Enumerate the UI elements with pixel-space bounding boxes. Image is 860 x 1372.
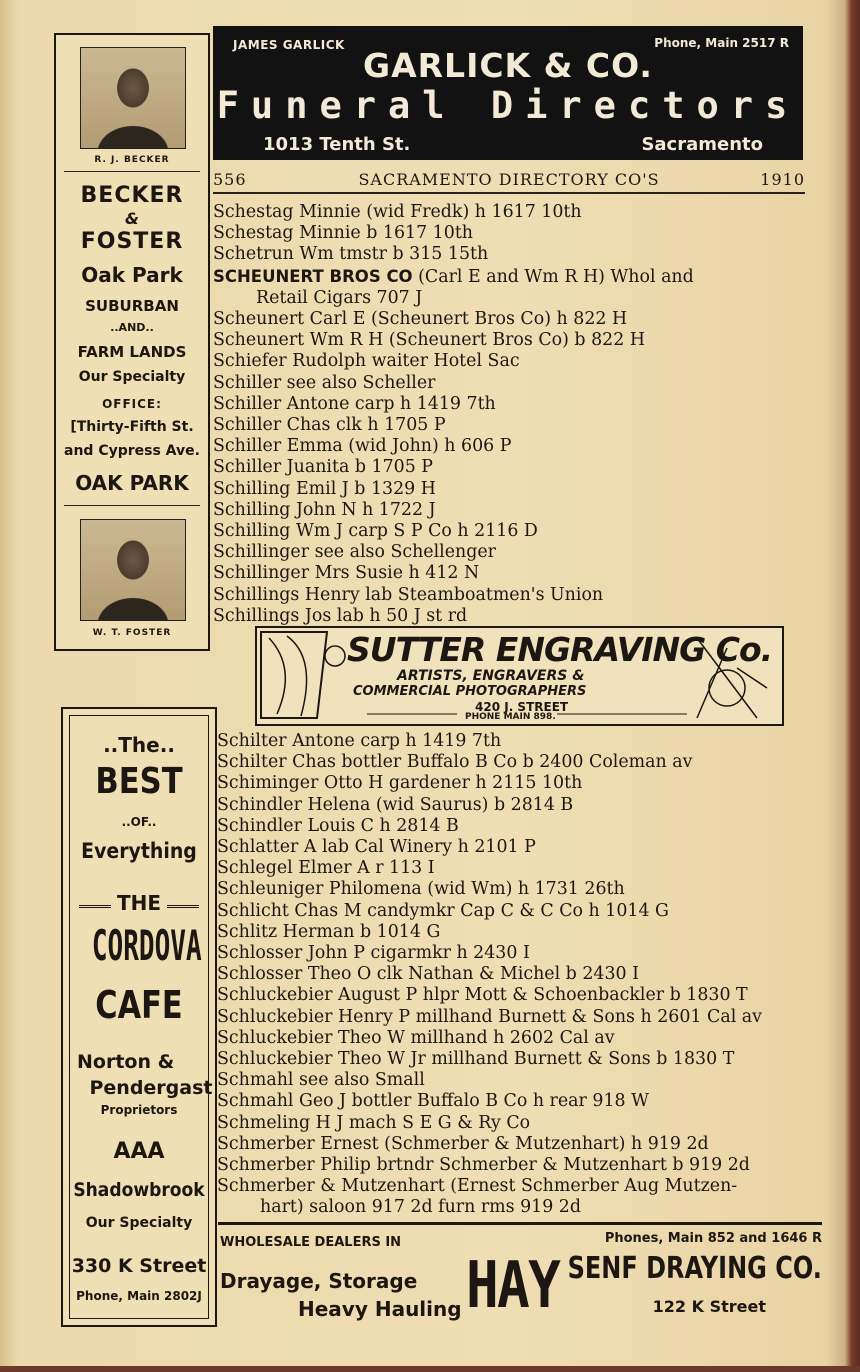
cordova-l11: AAA <box>113 1139 165 1164</box>
footer-company: SENF DRAYING CO. <box>567 1251 822 1286</box>
listing-top <box>213 202 813 627</box>
list-item: Schetrun Wm tmstr b 315 15th <box>213 244 489 265</box>
list-item: Schluckebier August P hlpr Mott & Schoenbackler b 1830 T <box>217 985 748 1006</box>
list-item: Schilter Chas bottler Buffalo B Co b 2400 Coleman av <box>217 752 693 773</box>
becker-l8: Our Specialty <box>78 369 186 385</box>
becker-l9: OFFICE: <box>102 397 162 411</box>
sutter-name: SUTTER ENGRAVING Co. <box>347 630 773 669</box>
cordova-l5: THE <box>116 891 162 915</box>
list-item: Schmerber & Mutzenhart (Ernest Schmerber Aug Mutzen- <box>217 1176 738 1197</box>
list-item: Schmahl Geo J bottler Buffalo B Co h rear 918 W <box>217 1091 649 1112</box>
list-item: Schilling Emil J b 1329 H <box>213 478 436 499</box>
list-item: Schestag Minnie b 1617 10th <box>213 223 474 244</box>
running-head-year: 1910 <box>760 170 805 189</box>
list-item: Schmeling H J mach S E G & Ry Co <box>217 1112 531 1133</box>
list-item: Schlosser Theo O clk Nathan & Michel b 2430 I <box>217 964 639 985</box>
list-item: Schindler Louis C h 2814 B <box>217 815 459 836</box>
list-item: Schlegel Elmer A r 113 I <box>217 858 435 879</box>
list-item: Schluckebier Theo W Jr millhand Burnett & Sons b 1830 T <box>217 1049 735 1070</box>
list-item: Schillings Henry lab Steamboatmen's Union <box>213 584 604 605</box>
becker-l3: FOSTER <box>80 229 184 254</box>
list-item: Schestag Minnie (wid Fredk) h 1617 10th <box>213 202 582 222</box>
cordova-l8: Norton & <box>77 1051 175 1073</box>
running-head <box>213 170 805 194</box>
senf-draying-ad <box>218 1222 822 1331</box>
sutter-engraving-ad <box>255 626 784 726</box>
cordova-l15: Phone, Main 2802J <box>76 1289 202 1303</box>
cordova-l6: CORDOVA <box>91 921 202 970</box>
becker-l1: BECKER <box>80 183 184 208</box>
divider <box>64 505 200 506</box>
list-item: Schmerber Philip brtndr Schmerber & Mutzenhart b 919 2d <box>217 1155 750 1176</box>
listing-bottom <box>217 731 817 1219</box>
banner-city: Sacramento <box>641 134 763 155</box>
list-item: Schmahl see also Small <box>217 1070 425 1091</box>
list-item: Schluckebier Henry P millhand Burnett & Sons h 2601 Cal av <box>217 1006 762 1027</box>
list-item: Schiller Antone carp h 1419 7th <box>213 393 496 414</box>
footer-hauling: Heavy Hauling <box>298 1297 462 1321</box>
list-item: Schlicht Chas M candymkr Cap C & C Co h 1014 G <box>217 900 669 921</box>
list-item-continuation: hart) saloon 917 2d furn rms 919 2d <box>260 1197 582 1218</box>
becker-l6: ..AND.. <box>110 321 154 334</box>
page-binding-edge <box>826 0 860 1372</box>
list-item: Scheunert Carl E (Scheunert Bros Co) h 822 H <box>213 309 628 330</box>
list-item: Schmerber Ernest (Schmerber & Mutzenhart) h 919 2d <box>217 1133 709 1154</box>
becker-l12: OAK PARK <box>75 471 189 495</box>
bold-entry-name: SCHEUNERT BROS CO <box>213 266 413 286</box>
list-item: Schlosser John P cigarmkr h 2430 I <box>217 943 530 964</box>
sutter-line2: COMMERCIAL PHOTOGRAPHERS <box>353 684 587 699</box>
list-item: Schiller Juanita b 1705 P <box>213 457 434 478</box>
list-item: Schluckebier Theo W millhand h 2602 Cal av <box>217 1027 615 1048</box>
list-item: Schiminger Otto H gardener h 2115 10th <box>217 773 583 794</box>
garlick-banner-ad <box>213 26 803 160</box>
bold-entry-rest: (Carl E and Wm R H) Whol and <box>412 266 694 287</box>
cordova-l14: 330 K Street <box>71 1255 207 1277</box>
cordova-l3: ..OF.. <box>121 815 157 829</box>
footer-drayage: Drayage, Storage <box>220 1269 418 1293</box>
cordova-l13: Our Specialty <box>85 1215 193 1231</box>
list-item-bold <box>213 266 813 288</box>
footer-wholesale: WHOLESALE DEALERS IN <box>220 1235 402 1250</box>
list-item: Schilter Antone carp h 1419 7th <box>217 731 502 751</box>
divider <box>64 171 200 172</box>
foster-portrait <box>80 519 186 621</box>
footer-phones: Phones, Main 852 and 1646 R <box>604 1231 822 1246</box>
becker-l7: FARM LANDS <box>77 343 187 361</box>
running-head-title: SACRAMENTO DIRECTORY CO'S <box>358 170 660 189</box>
list-item: Schiller Chas clk h 1705 P <box>213 415 446 436</box>
list-item: Schilling John N h 1722 J <box>213 499 436 520</box>
list-item: Schillinger Mrs Susie h 412 N <box>213 563 480 584</box>
becker-l4: Oak Park <box>81 263 183 287</box>
list-item: Schiller Emma (wid John) h 606 P <box>213 436 512 457</box>
list-item: Schiller see also Scheller <box>213 372 436 393</box>
cordova-l4: Everything <box>81 839 197 863</box>
cordova-l1: ..The.. <box>103 733 175 757</box>
list-item-continuation: Retail Cigars 707 J <box>256 287 423 308</box>
list-item: Schillinger see also Schellenger <box>213 542 496 563</box>
list-item: Scheunert Wm R H (Scheunert Bros Co) b 822 H <box>213 330 645 351</box>
divider <box>167 905 199 908</box>
becker-l2: & <box>125 209 139 228</box>
becker-caption: R. J. BECKER <box>94 155 170 165</box>
cordova-l10: Proprietors <box>100 1103 178 1117</box>
foster-caption: W. T. FOSTER <box>92 628 172 638</box>
list-item: Schlitz Herman b 1014 G <box>217 921 441 942</box>
cordova-l2: BEST <box>95 761 183 802</box>
page-number: 556 <box>213 170 247 189</box>
banner-subtitle: Funeral Directors <box>216 84 800 127</box>
cordova-cafe-ad <box>61 707 217 1327</box>
page-bottom-edge <box>0 1366 860 1372</box>
list-item: Schilling Wm J carp S P Co h 2116 D <box>213 521 538 542</box>
list-item: Schlatter A lab Cal Winery h 2101 P <box>217 837 536 858</box>
cordova-l12: Shadowbrook <box>73 1179 205 1201</box>
list-item: Schiefer Rudolph waiter Hotel Sac <box>213 351 520 372</box>
list-item: Schleuniger Philomena (wid Wm) h 1731 26th <box>217 879 625 900</box>
cordova-l7: CAFE <box>95 983 183 1027</box>
sutter-phone: PHONE MAIN 898. <box>465 712 556 722</box>
banner-phone: Phone, Main 2517 R <box>654 36 789 50</box>
banner-title: GARLICK & CO. <box>363 46 653 85</box>
list-item: Schillings Jos lab h 50 J st rd <box>213 605 468 626</box>
cordova-l9: Pendergast <box>89 1077 213 1099</box>
list-item: Schindler Helena (wid Saurus) b 2814 B <box>217 794 574 815</box>
becker-foster-ad <box>54 33 210 651</box>
becker-l5: SUBURBAN <box>85 297 179 315</box>
becker-portrait <box>80 47 186 149</box>
becker-l10: [Thirty-Fifth St. <box>70 419 194 435</box>
footer-address: 122 K Street <box>652 1297 766 1316</box>
becker-l11: and Cypress Ave. <box>64 443 200 459</box>
banner-address: 1013 Tenth St. <box>263 134 411 155</box>
footer-hay: HAY <box>466 1249 560 1323</box>
sutter-line1: ARTISTS, ENGRAVERS & <box>397 668 585 684</box>
sutter-address: 420 J. STREET <box>475 700 569 714</box>
banner-owner: JAMES GARLICK <box>233 38 345 52</box>
